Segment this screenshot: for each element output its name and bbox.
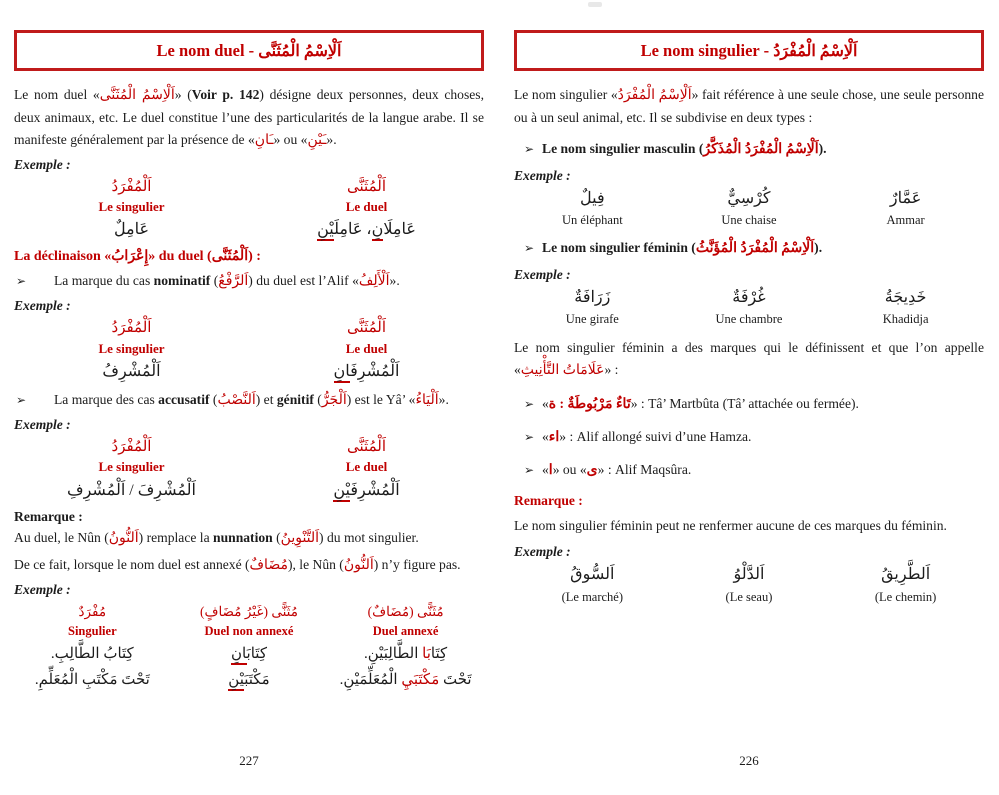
- comparison-table-2: [14, 318, 484, 384]
- example-item: [514, 287, 671, 329]
- column-singular: [14, 437, 249, 503]
- column-dual: [249, 177, 484, 243]
- arrow-bullet-icon: ➢: [16, 274, 27, 289]
- french-gloss: Une chaise: [721, 212, 777, 227]
- text: » :: [604, 361, 619, 377]
- text: «: [542, 461, 549, 477]
- text: تَحْتَ: [439, 672, 472, 689]
- arabic-header: مُثَنًّى (مُضَافٌ): [367, 604, 444, 620]
- bullet-text: [54, 390, 484, 411]
- arabic-term: اَلتَّنْوِينُ: [280, 530, 320, 546]
- example-label: Exemple :: [14, 582, 71, 598]
- bullet-text: [542, 394, 984, 415]
- intro-paragraph: [14, 84, 484, 152]
- example-item: [514, 188, 671, 230]
- column-dual: [249, 437, 484, 503]
- page-title-fr: Le nom duel -: [156, 41, 259, 60]
- comparison-table-1: [14, 177, 484, 243]
- arabic-header: اَلْمُثَنَّى: [347, 320, 386, 337]
- text: «: [542, 428, 549, 444]
- arabic-term: اَلْجَرُّ: [321, 393, 347, 409]
- text: ).: [818, 140, 827, 156]
- french-gloss: Une girafe: [565, 312, 619, 327]
- french-header: Le singulier: [98, 459, 165, 475]
- intro-text: » (: [174, 87, 192, 102]
- arrow-bullet-icon: ➢: [524, 462, 535, 477]
- term-genitif: génitif: [276, 392, 314, 408]
- highlighted-ending: بَا: [422, 646, 431, 663]
- page-226: [514, 30, 984, 768]
- french-gloss: (Le marché): [561, 589, 624, 604]
- column-dual-annexed: [327, 602, 484, 694]
- arrow-bullet-icon: ➢: [524, 141, 535, 156]
- remark-paragraph-2: [14, 554, 484, 577]
- example-item: [671, 188, 828, 230]
- word-stem: كِتَابَ: [246, 646, 267, 663]
- bullet-nominative: [14, 271, 484, 292]
- arabic-word: [249, 218, 484, 242]
- separator: ،: [362, 221, 372, 239]
- column-singular: [14, 318, 249, 384]
- example-label: Exemple :: [14, 298, 71, 314]
- example-label: Exemple :: [14, 417, 71, 433]
- french-header: Duel non annexé: [204, 624, 294, 639]
- french-header: Singulier: [68, 624, 117, 639]
- french-header: Le duel: [345, 459, 388, 475]
- text: ) et: [255, 392, 277, 408]
- dual-ending-underlined: انِ: [372, 221, 384, 241]
- feminine-marks-intro: [514, 337, 984, 382]
- text: ) remplace la: [138, 529, 214, 545]
- arrow-bullet-icon: ➢: [524, 240, 535, 255]
- text: Le nom singulier féminin a des marques qui le définissent et que l’on appelle «: [514, 340, 984, 377]
- french-gloss: (Le chemin): [874, 589, 937, 604]
- intro-text: » ou «: [273, 131, 308, 147]
- cross-reference: Voir p. 142: [191, 87, 260, 102]
- arabic-header: اَلْمُفْرَدُ: [111, 178, 152, 195]
- arabic-term: اَلنُّونُ: [343, 558, 374, 574]
- french-header: Le duel: [345, 198, 388, 214]
- example-label: Exemple :: [14, 156, 71, 172]
- text: » : Tâ’ Martbûta (Tâ’ attachée ou fermée).: [630, 395, 859, 411]
- arabic-word: غُرْفَةٌ: [732, 288, 766, 306]
- intro-text: ».: [326, 131, 337, 147]
- column-singular: [14, 177, 249, 243]
- arabic-term: اَلْيَاءُ: [415, 393, 439, 409]
- word-stem: عَامِلَ: [334, 221, 363, 239]
- arabic-example: [327, 641, 484, 667]
- remark-paragraph: Le nom singulier féminin peut ne renfermer aucune de ces marques du féminin.: [514, 517, 947, 533]
- text: Le nom singulier féminin (: [542, 239, 696, 255]
- text: «: [542, 395, 549, 411]
- text: ), le Nûn (: [287, 557, 344, 573]
- text: La marque des cas: [54, 392, 159, 408]
- arabic-header: اَلْمُثَنَّى: [347, 439, 386, 456]
- column-singular: [14, 602, 171, 694]
- remark-label: Remarque :: [14, 508, 83, 524]
- remark-label: Remarque :: [514, 492, 583, 508]
- arabic-example: [171, 641, 328, 667]
- arrow-bullet-icon: ➢: [16, 393, 27, 408]
- term-nominatif: nominatif: [153, 273, 211, 289]
- text: ».: [438, 392, 449, 408]
- text: » fait référence à une seule chose, une seule personne ou à un seul animal, etc. Il se subdivise en deux types :: [514, 87, 984, 126]
- french-header: Le duel: [345, 340, 388, 356]
- arabic-example: [171, 667, 328, 693]
- arabic-term: اَلرَّفْعُ: [218, 274, 249, 290]
- arabic-word: اَلسُّوقُ: [570, 566, 615, 584]
- arabic-header: اَلْمُفْرَدُ: [111, 439, 152, 456]
- arabic-term: عَلَامَاتُ التَّأْنِيثِ: [520, 362, 605, 378]
- arabic-example: كِتَابُ الطَّالِبِ.: [50, 646, 134, 663]
- arabic-header: اَلْمُثَنَّى: [347, 178, 386, 195]
- text: ).: [814, 239, 823, 255]
- arrow-bullet-icon: ➢: [524, 429, 535, 444]
- text: (: [209, 392, 218, 408]
- page-227: [14, 30, 484, 768]
- dual-ending-underlined: انِ: [231, 646, 247, 665]
- arabic-term: تَاءٌ مَرْبُوطَةٌ: [567, 396, 631, 412]
- word-stem: اَلْمُشْرِفَ: [350, 481, 400, 499]
- arabic-word: كُرْسِيٌّ: [727, 189, 771, 207]
- bullet-alif-maqsura: [514, 460, 984, 481]
- arabic-term: مُضَافٌ: [249, 558, 288, 574]
- bullet-masculine: [514, 139, 984, 160]
- intro-paragraph: [514, 84, 984, 129]
- text: ) du mot singulier.: [319, 529, 419, 545]
- text: كِتَا: [430, 646, 448, 663]
- text: » : Alif allongé suivi d’une Hamza.: [559, 428, 752, 444]
- comparison-table-3: [14, 437, 484, 503]
- letter-alif-maqsura: ى: [586, 462, 598, 478]
- page-number: 226: [739, 753, 759, 768]
- letter-alif: ا: [548, 462, 553, 478]
- suffix-aani: ـَانِ: [254, 132, 274, 148]
- arabic-word: [249, 479, 484, 503]
- word-stem: مَكْتَبَ: [244, 672, 270, 689]
- example-item: [827, 564, 984, 606]
- arabic-word: خَدِيجَةُ: [884, 288, 927, 306]
- dual-ending-underlined: يْنِ: [228, 672, 244, 691]
- bullet-text: [542, 460, 984, 481]
- bullet-text: [542, 427, 984, 448]
- intro-arabic-term: اَلْاِسْمُ الْمُفْرَدُ: [617, 88, 692, 103]
- example-item: [671, 287, 828, 329]
- example-row-no-mark: [514, 564, 984, 606]
- text: ) n’y figure pas.: [373, 557, 461, 573]
- text: La marque du cas: [54, 273, 154, 289]
- example-label: Exemple :: [514, 266, 571, 282]
- text: » : Alif Maqsûra.: [597, 461, 692, 477]
- declension-heading: La déclinaison «إِعْرَابُ» du duel (اَلْمُثَنَّى) :: [14, 249, 261, 265]
- scan-binding-mark: [588, 2, 602, 7]
- bullet-feminine: [514, 238, 984, 259]
- arabic-header: مُفْرَدٌ: [78, 604, 107, 620]
- letters-alif-hamza: اء: [548, 429, 560, 445]
- example-label: Exemple :: [514, 167, 571, 183]
- page-title-ar: اَلْاِسْمُ الْمُفْرَدُ: [773, 43, 858, 60]
- intro-text: ) désigne deux personnes, deux choses, deux animaux, etc. Le duel constitue l’une des particularités de la langue arabe. Il se manifeste généralement par la présence de «: [14, 87, 484, 147]
- bullet-text: [54, 271, 484, 292]
- text: De ce fait, lorsque le nom duel est annexé (: [14, 557, 250, 573]
- arabic-word: عَمَّارٌ: [889, 189, 922, 207]
- annexation-table: [14, 602, 484, 694]
- text: Le nom singulier masculin (: [542, 140, 704, 156]
- word-stem: عَامِلَ: [383, 221, 416, 239]
- bullet-text: [542, 238, 984, 259]
- french-header: Le singulier: [98, 198, 165, 214]
- arabic-word: اَلْمُشْرِفَ / اَلْمُشْرِفِ: [67, 481, 196, 499]
- dual-ending-underlined: يْنِ: [317, 221, 334, 241]
- arabic-term: اَلْاِسْمُ الْمُفْرَدُ الْمُذَكَّرُ: [703, 141, 819, 157]
- example-item: [671, 564, 828, 606]
- text: ) du duel est l’Alif «: [248, 273, 359, 289]
- text: Au duel, le Nûn (: [14, 529, 109, 545]
- arabic-example: [327, 667, 484, 693]
- text: :: [556, 395, 568, 411]
- text: الْمُعَلِّمَيْنِ.: [339, 672, 402, 689]
- arabic-word: اَلْمُشْرِفُ: [102, 363, 161, 381]
- letter-ta-marbuta: ة: [548, 396, 557, 412]
- arabic-header: اَلْمُفْرَدُ: [111, 320, 152, 337]
- arabic-word: عَامِلٌ: [113, 221, 150, 239]
- arabic-header: مُثَنًّى (غَيْرُ مُضَافٍ): [199, 604, 298, 620]
- text: ».: [389, 273, 400, 289]
- example-item: [827, 287, 984, 329]
- arabic-word: اَلدَّلْوُ: [733, 566, 765, 584]
- arabic-term: اَلْأَلِفُ: [358, 274, 390, 290]
- arabic-term: اَلْاِسْمُ الْمُفْرَدُ الْمُؤَنَّثُ: [695, 240, 815, 256]
- text: Le nom singulier «: [514, 87, 618, 102]
- highlighted-word: مَكْتَبَيِ: [401, 672, 440, 689]
- french-gloss: Ammar: [886, 212, 925, 227]
- arabic-term: اَلنَّصْبُ: [217, 393, 256, 409]
- column-dual-non-annexed: [171, 602, 328, 694]
- arabic-word: [249, 360, 484, 384]
- intro-arabic-term: اَلْاِسْمُ الْمُثَنَّى: [99, 88, 175, 103]
- title-box-duel: [14, 30, 484, 71]
- text: (: [313, 392, 322, 408]
- arabic-example: تَحْتَ مَكْتَبِ الْمُعَلِّمِ.: [34, 672, 150, 689]
- text: (: [210, 273, 219, 289]
- term-accusatif: accusatif: [158, 392, 210, 408]
- example-item: [514, 564, 671, 606]
- term-nunnation: nunnation: [213, 529, 273, 545]
- arrow-bullet-icon: ➢: [524, 396, 535, 411]
- example-row-masculine: [514, 188, 984, 230]
- french-gloss: Un éléphant: [561, 212, 623, 227]
- example-row-feminine: [514, 287, 984, 329]
- intro-text: Le nom duel «: [14, 87, 100, 102]
- suffix-ayni: ـَيْنِ: [307, 132, 327, 148]
- example-label: Exemple :: [514, 544, 571, 560]
- example-item: [827, 188, 984, 230]
- french-header: Le singulier: [98, 340, 165, 356]
- text: الطَّالِبَيْنِ.: [364, 646, 423, 663]
- bullet-accusative-genitive: [14, 390, 484, 411]
- page-number: 227: [239, 753, 259, 768]
- arabic-word: زَرَافَةٌ: [574, 288, 611, 306]
- dual-ending-underlined: انِ: [334, 363, 351, 383]
- title-box-singulier: [514, 30, 984, 71]
- french-gloss: Khadidja: [882, 312, 929, 327]
- french-header: Duel annexé: [372, 624, 439, 639]
- bullet-ta-marbuta: [514, 394, 984, 415]
- bullet-text: [542, 139, 984, 160]
- text: ) est le Yâ’ «: [346, 392, 416, 408]
- arabic-word: فِيلٌ: [580, 189, 605, 207]
- page-title-fr: Le nom singulier -: [640, 41, 774, 60]
- text: (: [272, 529, 281, 545]
- page-title-ar: اَلْاِسْمُ الْمُثَنَّى: [258, 43, 342, 60]
- french-gloss: Une chambre: [715, 312, 783, 327]
- column-dual: [249, 318, 484, 384]
- word-stem: اَلْمُشْرِفَ: [350, 363, 400, 381]
- bullet-alif-hamza: [514, 427, 984, 448]
- dual-ending-underlined: يْنِ: [333, 482, 350, 502]
- text: » ou «: [552, 461, 587, 477]
- remark-paragraph-1: [14, 527, 484, 550]
- arabic-word: اَلطَّرِيقُ: [881, 566, 931, 584]
- arabic-term: اَلنُّونُ: [108, 530, 139, 546]
- french-gloss: (Le seau): [725, 589, 773, 604]
